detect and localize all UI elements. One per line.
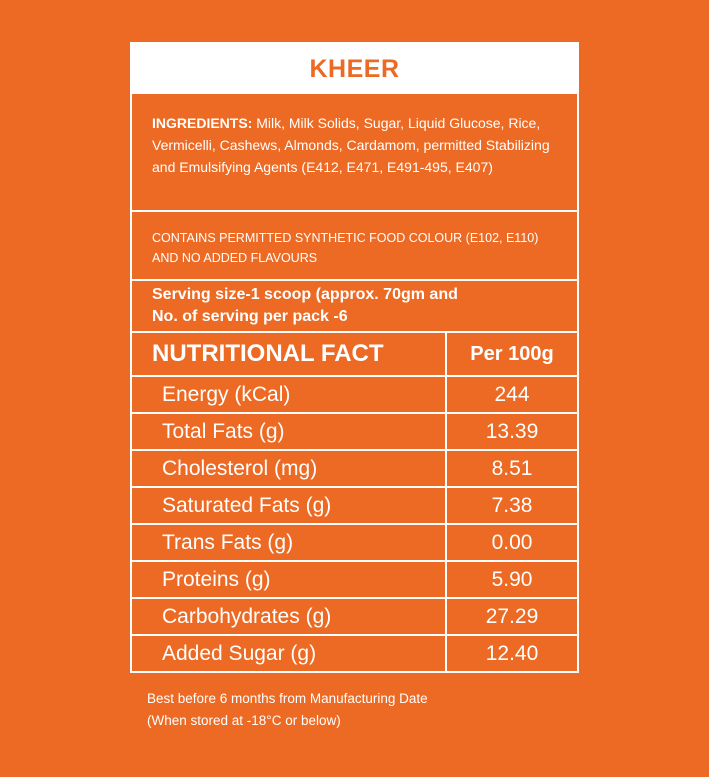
nutrient-name: Total Fats (g) (132, 413, 446, 450)
nutrition-table (132, 333, 577, 671)
nutrient-name: Carbohydrates (g) (132, 598, 446, 635)
nutrient-value: 8.51 (446, 450, 577, 487)
ingredients-label: INGREDIENTS: (152, 115, 253, 131)
nutrient-name: Trans Fats (g) (132, 524, 446, 561)
best-before-note (147, 688, 428, 732)
serving-line-1: Serving size-1 scoop (approx. 70gm and (152, 286, 458, 303)
nutrition-header-row (132, 333, 577, 376)
serving-line-2: No. of serving per pack -6 (152, 308, 348, 325)
nutrient-value: 12.40 (485, 641, 539, 665)
table-row (132, 413, 577, 450)
food-colour-note: CONTAINS PERMITTED SYNTHETIC FOOD COLOUR (E102, E110) AND NO ADDED FLAVOURS (132, 212, 577, 281)
table-row (132, 598, 577, 635)
product-title: KHEER (132, 44, 577, 94)
nutrient-value: 13.39 (446, 413, 577, 450)
nutrient-name: Energy (kCal) (132, 376, 446, 413)
nutrient-value: 27.29 (446, 598, 577, 635)
nutrient-name: Proteins (g) (132, 561, 446, 598)
nutrient-value: 0.00 (446, 524, 577, 561)
nutrient-name: Added Sugar (g) (132, 635, 446, 671)
best-before-line: Best before 6 months from Manufacturing Date (147, 691, 428, 706)
table-row (132, 376, 577, 413)
table-row (132, 524, 577, 561)
ingredients-text: Milk, Milk Solids, Sugar, Liquid Glucose, Rice, Vermicelli, Cashews, Almonds, Cardamom, permitted Stabilizing and Emulsifying Agents (E412, E471, E491-495, E407) (152, 115, 550, 175)
nutrition-label-panel (130, 42, 579, 673)
serving-info (132, 281, 577, 333)
nutrition-header-per: Per 100g (446, 333, 577, 376)
nutrient-value: 7.38 (446, 487, 577, 524)
nutrient-value: 5.90 (446, 561, 577, 598)
nutrient-name: Saturated Fats (g) (132, 487, 446, 524)
table-row (132, 561, 577, 598)
table-row (132, 635, 577, 671)
table-row (132, 487, 577, 524)
storage-condition-line: (When stored at -18°C or below) (147, 713, 341, 728)
nutrient-name: Cholesterol (mg) (132, 450, 446, 487)
ingredients-section (132, 94, 577, 212)
nutrition-header-label: NUTRITIONAL FACT (132, 333, 446, 376)
nutrient-value: 244 (446, 376, 577, 413)
table-row (132, 450, 577, 487)
